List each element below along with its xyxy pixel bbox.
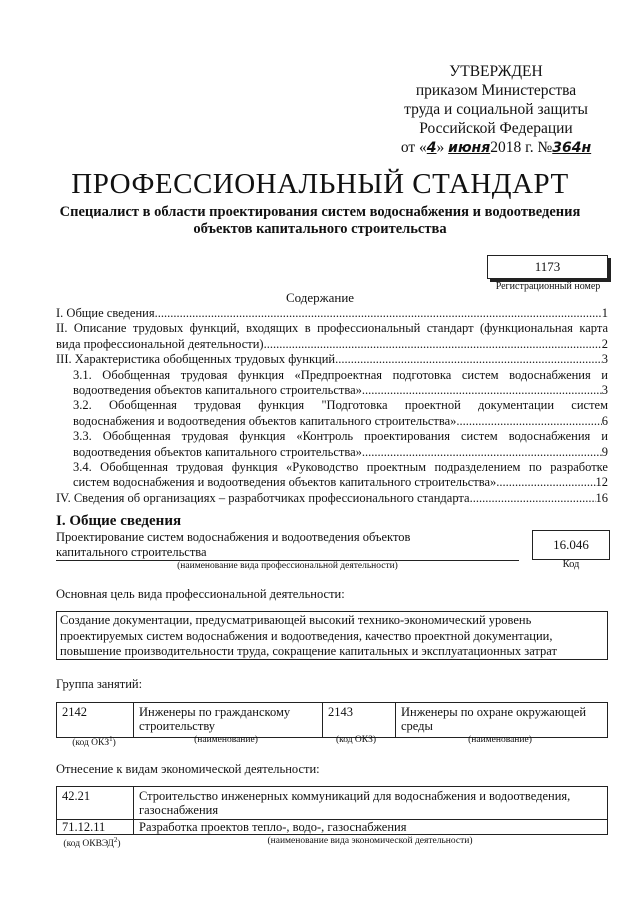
okved-code-cell: 71.12.11 xyxy=(57,820,134,835)
economic-activity-table xyxy=(56,786,608,835)
section-heading: I. Общие сведения xyxy=(56,513,182,529)
toc-page: 3 xyxy=(601,352,608,367)
toc-leader xyxy=(155,306,602,321)
activity-name-line2: капитального строительства xyxy=(56,545,207,559)
goal-label: Основная цель вида профессиональной деятельности: xyxy=(56,587,345,601)
okved-name-cell xyxy=(134,787,608,820)
goal-line1: Создание документации, предусматривающей высокий технико-экономический уровень xyxy=(60,613,532,627)
approval-line-rf: Российской Федерации xyxy=(419,120,573,137)
table-row xyxy=(57,787,608,820)
subtitle-line-2: объектов капитального строительства xyxy=(193,221,447,237)
okved-name-caption: (наименование вида экономической деятельности) xyxy=(267,836,473,846)
toc-item-3-4[interactable] xyxy=(56,475,608,490)
toc-item-3-3-line1[interactable]: 3.3. Обобщенная трудовая функция «Контроль проектирования систем водоснабжения и xyxy=(73,429,608,444)
toc-title: Содержание xyxy=(285,290,355,305)
okz-name-cell xyxy=(134,703,323,738)
table-row xyxy=(57,820,608,835)
okved-name-line: Строительство инженерных коммуникаций для водоснабжения и водоотведения, xyxy=(139,789,571,803)
approval-line-labor: труда и социальной защиты xyxy=(404,101,588,118)
toc-leader xyxy=(496,475,595,490)
toc-page: 3 xyxy=(601,383,608,398)
okz-code-cell: 2142 xyxy=(57,703,134,738)
toc-item-ii-line1[interactable]: II. Описание трудовых функций, входящих в профессиональный стандарт (функциональная карта xyxy=(56,321,608,336)
caption-text: ) xyxy=(112,738,116,749)
toc-item-ii[interactable] xyxy=(56,337,608,352)
okved-code-cell: 42.21 xyxy=(57,787,134,820)
handwritten-month: июня xyxy=(448,140,491,156)
toc-page: 2 xyxy=(601,336,608,351)
okz-name-cell xyxy=(396,703,608,738)
okz-code-caption-2: (код ОКЗ) xyxy=(335,735,377,745)
toc-item-3-1[interactable] xyxy=(56,383,608,398)
date-year: 2018 г. № xyxy=(490,139,553,156)
toc-item-text: водоотведения объектов капитального строительства» xyxy=(73,383,362,398)
toc-item-text: систем водоснабжения и водоотведения объектов капитального строительства» xyxy=(73,475,497,490)
toc-item-3-3[interactable] xyxy=(56,445,608,460)
toc-leader xyxy=(362,445,602,460)
code-caption: Код xyxy=(562,559,580,570)
footnote-mark: 2 xyxy=(113,836,118,844)
toc-item-3-2[interactable] xyxy=(56,414,608,429)
caption-text: ) xyxy=(117,839,121,850)
group-label: Группа занятий: xyxy=(56,677,143,691)
toc-item-text: I. Общие сведения xyxy=(56,306,155,320)
toc-item-iii[interactable] xyxy=(56,352,608,367)
toc-item-i[interactable] xyxy=(56,306,608,321)
toc-leader xyxy=(470,491,596,506)
document-title: ПРОФЕССИОНАЛЬНЫЙ СТАНДАРТ xyxy=(71,168,569,200)
goal-box xyxy=(56,611,608,660)
toc-leader xyxy=(456,414,601,429)
approval-date xyxy=(378,138,614,158)
goal-line3: повышение производительности труда, сокращение капитальных и эксплуатационных затрат xyxy=(60,644,557,658)
approval-block xyxy=(378,62,614,158)
okz-name-line: Инженеры по охране окружающей xyxy=(401,705,587,719)
okved-name-cell: Разработка проектов тепло-, водо-, газоснабжения xyxy=(134,820,608,835)
registration-number-box: 1173 xyxy=(487,255,608,279)
toc-item-3-1-line1[interactable]: 3.1. Обобщенная трудовая функция «Предпроектная подготовка систем водоснабжения и xyxy=(73,367,608,382)
okz-name-line: Инженеры по гражданскому xyxy=(139,705,291,719)
activity-code-box: 16.046 xyxy=(532,530,610,560)
toc-leader xyxy=(264,337,602,352)
table-row xyxy=(57,703,608,738)
toc-page: 16 xyxy=(595,490,608,505)
toc-item-text: водоотведения объектов капитального строительства» xyxy=(73,444,362,459)
okz-name-line: среды xyxy=(401,719,433,733)
toc-item-text: водоснабжения и водоотведения объектов капитального строительства» xyxy=(73,413,457,428)
approval-status: УТВЕРЖДЕН xyxy=(449,63,543,80)
footnote-mark: 1 xyxy=(109,735,113,743)
toc-page: 6 xyxy=(601,413,608,428)
toc-leader xyxy=(362,383,602,398)
handwritten-number: 364н xyxy=(552,140,592,156)
okved-label: Отнесение к видам экономической деятельности: xyxy=(56,762,320,776)
toc-item-iv[interactable] xyxy=(56,491,608,506)
toc-page: 9 xyxy=(601,444,608,459)
goal-line2: проектируемых систем водоснабжения и водоотведения, качество проектной документации, xyxy=(60,628,553,643)
toc-page: 12 xyxy=(595,475,608,490)
toc-page: 1 xyxy=(601,306,608,320)
okved-name-line: газоснабжения xyxy=(139,803,219,817)
caption-text: (код ОКВЭД xyxy=(63,839,114,850)
okz-name-caption-2: (наименование) xyxy=(468,735,532,745)
approval-line-ministry: приказом Министерства xyxy=(415,82,577,99)
date-mid: » xyxy=(436,139,449,156)
handwritten-day: 4 xyxy=(426,140,437,156)
okz-name-caption: (наименование) xyxy=(194,735,258,745)
toc-item-3-4-line1[interactable]: 3.4. Обобщенная трудовая функция «Руководство проектным подразделением по разработке xyxy=(73,460,608,475)
table-of-contents xyxy=(56,306,608,506)
date-prefix: от « xyxy=(400,139,427,156)
toc-item-3-2-line1[interactable]: 3.2. Обобщенная трудовая функция "Подготовка проектной документации систем xyxy=(73,398,608,413)
toc-item-text: III. Характеристика обобщенных трудовых функций xyxy=(56,352,336,367)
subtitle-line-1: Специалист в области проектирования систем водоснабжения и водоотведения xyxy=(59,204,581,220)
okz-code-cell: 2143 xyxy=(323,703,396,738)
caption-text: (код ОКЗ xyxy=(72,738,110,749)
okz-code-caption xyxy=(56,735,132,748)
okved-code-caption xyxy=(52,836,132,849)
toc-item-text: IV. Сведения об организациях – разработчиках профессионального стандарта xyxy=(56,490,470,505)
document-subtitle xyxy=(40,204,600,238)
activity-name-line1: Проектирование систем водоснабжения и водоотведения объектов xyxy=(56,530,411,544)
okz-name-line: строительству xyxy=(139,719,216,733)
activity-caption: (наименование вида профессиональной деятельности) xyxy=(177,561,398,571)
toc-item-text: вида профессиональной деятельности) xyxy=(56,336,264,351)
toc-leader xyxy=(335,352,602,367)
registration-number-label: Регистрационный номер xyxy=(495,281,601,292)
occupation-groups-table xyxy=(56,702,608,738)
activity-name xyxy=(56,530,476,560)
